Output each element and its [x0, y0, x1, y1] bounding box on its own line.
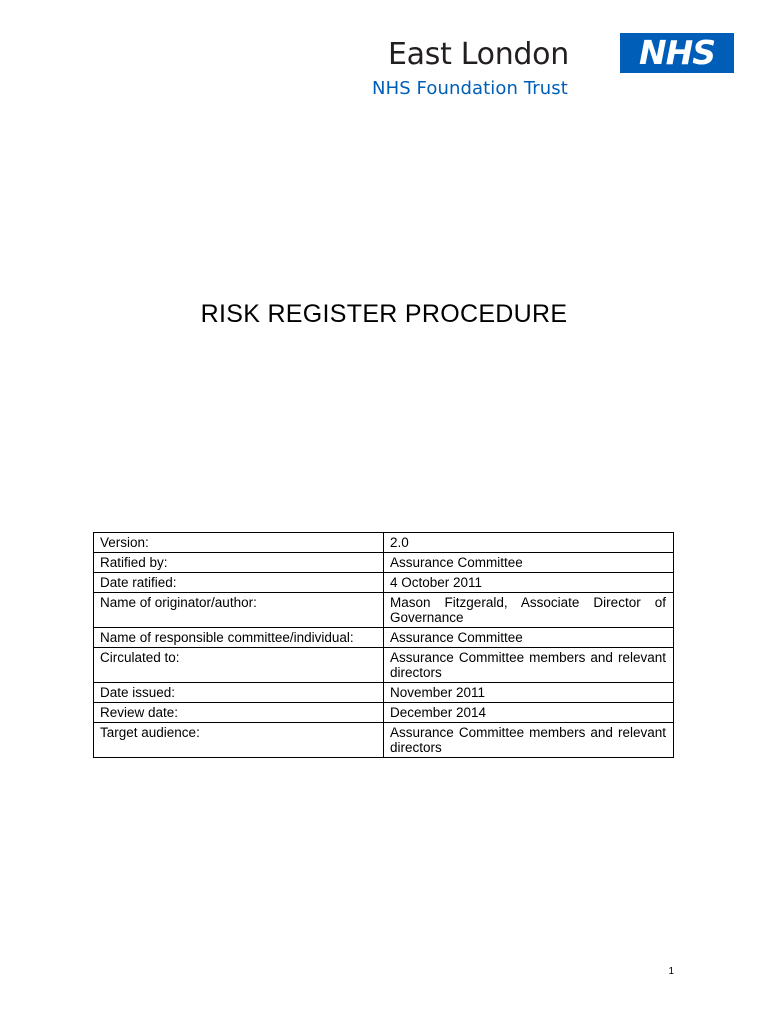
nhs-logo: NHS: [620, 33, 734, 73]
table-row: [94, 573, 674, 593]
row-value: 2.0: [384, 533, 674, 553]
row-label: Review date:: [94, 703, 384, 723]
row-value: Mason Fitzgerald, Associate Director of Governance: [384, 593, 674, 628]
row-value: Assurance Committee members and relevant directors: [384, 648, 674, 683]
table-row: [94, 683, 674, 703]
table-row: [94, 723, 674, 758]
row-label: Date ratified:: [94, 573, 384, 593]
org-name: East London: [388, 37, 569, 72]
row-value: Assurance Committee: [384, 628, 674, 648]
row-label: Target audience:: [94, 723, 384, 758]
table-row: [94, 648, 674, 683]
table-row: [94, 628, 674, 648]
row-value: December 2014: [384, 703, 674, 723]
row-label: Name of responsible committee/individual:: [94, 628, 384, 648]
table-row: [94, 553, 674, 573]
document-details-table: [93, 532, 674, 758]
table-row: [94, 703, 674, 723]
row-value: November 2011: [384, 683, 674, 703]
row-label: Date issued:: [94, 683, 384, 703]
document-title: RISK REGISTER PROCEDURE: [200, 300, 568, 328]
row-label: Ratified by:: [94, 553, 384, 573]
org-subname: NHS Foundation Trust: [372, 78, 568, 99]
row-label: Version:: [94, 533, 384, 553]
row-value: 4 October 2011: [384, 573, 674, 593]
row-value: Assurance Committee: [384, 553, 674, 573]
table-row: [94, 533, 674, 553]
row-value: Assurance Committee members and relevant directors: [384, 723, 674, 758]
page-number: 1: [668, 966, 674, 977]
table-row: [94, 593, 674, 628]
row-label: Circulated to:: [94, 648, 384, 683]
row-label: Name of originator/author:: [94, 593, 384, 628]
